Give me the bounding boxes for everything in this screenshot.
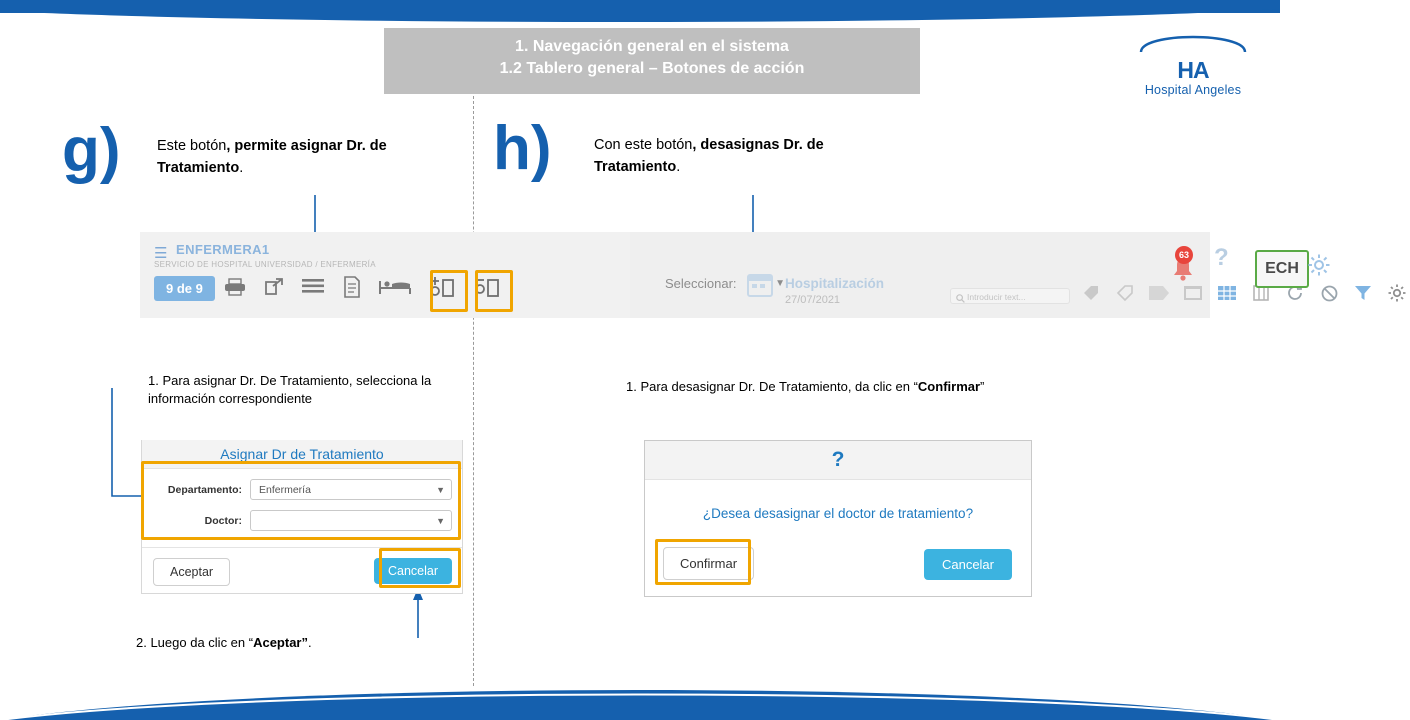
slide-title-banner [384,28,920,94]
record-counter-badge[interactable]: 9 de 9 [154,276,215,301]
module-title: Hospitalización [785,276,885,291]
cancel-button[interactable]: Cancelar [374,558,452,584]
bed-icon[interactable] [378,274,412,300]
search-input[interactable] [950,288,1070,304]
label-icon[interactable] [1146,280,1172,306]
module-date: 27/07/2021 [785,294,841,306]
logo-monogram: HA [1177,57,1209,83]
highlight-assign-button [430,270,468,312]
slide-title-line-1: 1. Navegación general en el sistema [515,38,789,55]
tag-outline-icon[interactable] [1112,280,1138,306]
logo-wordmark: Hospital Angeles [1144,83,1242,97]
search-icon [956,292,965,308]
list-lines-icon[interactable] [300,274,326,300]
printer-icon[interactable] [222,274,248,300]
toolbar-select-label: Seleccionar: [665,276,737,291]
confirm-dialog-header-icon: ? [645,441,1031,480]
gear-icon[interactable] [1384,280,1410,306]
document-icon[interactable] [339,274,365,300]
section-h-description: Con este botón, desasignas Dr. de Tratamiento. [594,137,824,175]
toolbar-right-icons [1078,280,1410,306]
doctor-label: Doctor: [204,514,242,527]
search-placeholder-text: Introducir text... [967,292,1026,302]
calendar-icon [747,272,773,303]
chevron-down-icon: ▼ [436,485,445,495]
tag-icon[interactable] [1078,280,1104,306]
bottom-swoosh-decoration [0,678,1280,720]
section-g-description: Este botón, permite asignar Dr. de Tratamiento. [157,138,387,176]
highlight-confirm-button [655,539,751,585]
note-g-step-1: 1. Para asignar Dr. De Tratamiento, selecciona la información correspondiente [148,373,432,406]
highlight-cancel-button [379,548,461,588]
hospital-angeles-logo [1128,22,1258,97]
grid-table-icon[interactable] [1214,280,1240,306]
section-letter-g: g) [62,116,121,185]
highlight-unassign-button [475,270,513,312]
confirm-button[interactable]: Confirmar [663,547,754,580]
section-letter-h: h) [493,114,552,183]
chevron-down-icon: ▼ [436,516,445,526]
settings-gear-icon[interactable] [1308,254,1330,281]
toolbar-service-subtitle: SERVICIO DE HOSPITAL UNIVERSIDAD / ENFERMERÍA [154,260,376,269]
confirm-dialog-message: ¿Desea desasignar el doctor de tratamiento? [702,506,974,521]
note-h-step-1: 1. Para desasignar Dr. De Tratamiento, da clic en “Confirmar” [626,379,985,394]
filter-icon[interactable] [1350,280,1376,306]
slide-title-line-2: 1.2 Tablero general – Botones de acción [499,60,805,77]
assign-dialog-title: Asignar Dr de Tratamiento [142,440,462,469]
toolbar-username: ENFERMERA1 [176,242,270,257]
note-g-step-2: 2. Luego da clic en “Aceptar”. [136,635,312,650]
logo-arc-icon [1133,22,1253,58]
connector-arrow-accept [386,586,436,642]
help-question-icon[interactable]: ? [1214,244,1229,271]
department-label: Departamento: [167,483,242,496]
highlight-assign-fields [141,461,461,540]
system-toolbar-screenshot [140,232,1299,318]
section-divider [473,96,474,686]
ech-logo: ECH [1255,250,1309,288]
chevron-down-icon: ▼ [775,278,785,289]
accept-button[interactable]: Aceptar [153,558,230,586]
hamburger-icon[interactable]: ☰ [154,245,168,262]
confirm-dialog-cancel-button[interactable]: Cancelar [924,549,1012,580]
department-value: Enfermería [259,484,311,496]
external-link-icon[interactable] [261,274,287,300]
top-swoosh-decoration [0,0,1280,26]
notification-count-badge[interactable]: 63 [1175,246,1193,264]
block-icon[interactable] [1316,280,1342,306]
